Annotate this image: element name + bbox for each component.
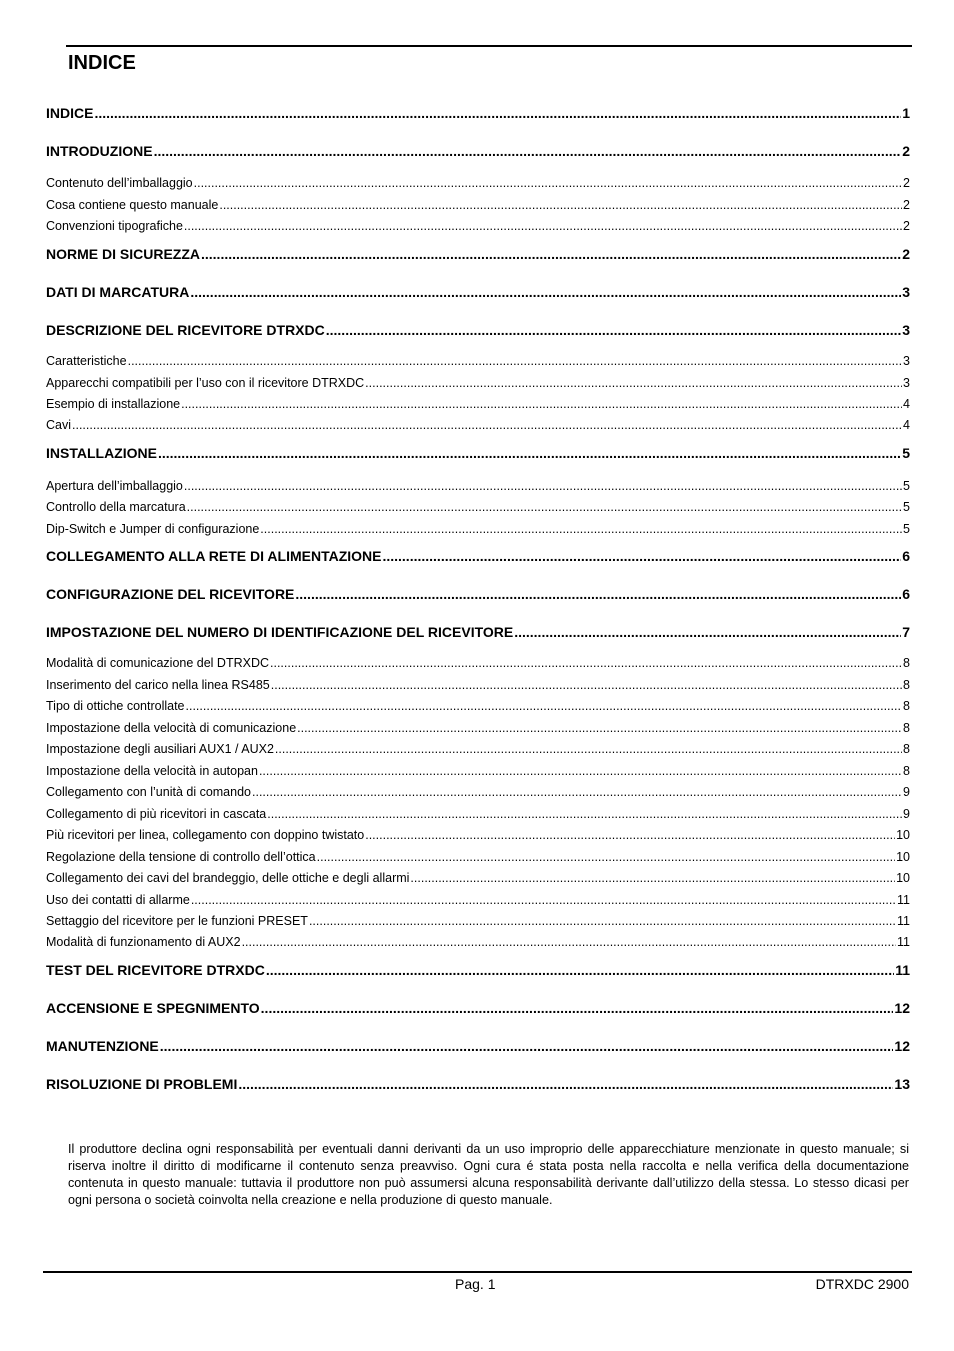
toc-entry-page: 2 (902, 143, 910, 159)
toc-section-entry[interactable] (46, 962, 910, 978)
toc-entry-label: TEST DEL RICEVITORE DTRXDC (46, 962, 265, 978)
toc-subsection-entry[interactable] (46, 893, 910, 907)
toc-entry-page: 7 (902, 624, 910, 640)
toc-entry-label: DATI DI MARCATURA (46, 284, 190, 300)
toc-subsection-entry[interactable] (46, 656, 910, 670)
toc-subsection-entry[interactable] (46, 479, 910, 493)
toc-section-entry[interactable] (46, 322, 910, 338)
toc-subsection-entry[interactable] (46, 742, 910, 756)
toc-entry-label: IMPOSTAZIONE DEL NUMERO DI IDENTIFICAZIONE DEL RICEVITORE (46, 624, 514, 640)
toc-entry-label: CONFIGURAZIONE DEL RICEVITORE (46, 586, 295, 602)
toc-leader-dots (242, 935, 896, 949)
toc-subsection-entry[interactable] (46, 699, 910, 713)
toc-section-entry[interactable] (46, 624, 910, 640)
toc-entry-label: Apertura dell’imballaggio (46, 479, 183, 493)
toc-subsection-entry[interactable] (46, 678, 910, 692)
disclaimer-text: Il produttore declina ogni responsabilità per eventuali danni derivanti da un uso improprio delle apparecchiature menzionate in questo manuale; si riserva inoltre il diritto di modificarne il contenuto senza preavviso. Ogni cura é stata posta nella raccolta e nella verifica della documentazione contenuta in questo manuale: tuttavia il produttore non può assumersi alcuna responsabilità derivante dall’utilizzo della stessa. Lo stesso dicasi per ogni persona o società coinvolta nella creazione e nella produzione di questo manuale. (68, 1142, 909, 1207)
toc-subsection-entry[interactable] (46, 176, 910, 190)
toc-leader-dots (261, 1000, 894, 1016)
header-rule (66, 45, 912, 47)
toc-entry-page: 12 (894, 1038, 910, 1054)
page-title: INDICE (68, 52, 136, 74)
toc-leader-dots (295, 586, 901, 602)
toc-entry-page: 8 (903, 699, 910, 713)
toc-subsection-entry[interactable] (46, 721, 910, 735)
toc-section-entry[interactable] (46, 1076, 910, 1092)
toc-entry-page: 10 (896, 850, 910, 864)
toc-subsection-entry[interactable] (46, 914, 910, 928)
toc-entry-page: 8 (903, 656, 910, 670)
toc-subsection-entry[interactable] (46, 871, 910, 885)
toc-leader-dots (187, 500, 902, 514)
toc-leader-dots (72, 418, 902, 432)
toc-entry-page: 6 (902, 586, 910, 602)
toc-entry-label: Collegamento di più ricevitori in cascata (46, 807, 267, 821)
toc-leader-dots (410, 871, 895, 885)
toc-leader-dots (259, 764, 902, 778)
toc-entry-label: Settaggio del ricevitore per le funzioni PRESET (46, 914, 308, 928)
toc-subsection-entry[interactable] (46, 764, 910, 778)
toc-entry-label: Apparecchi compatibili per l’uso con il ricevitore DTRXDC (46, 376, 365, 390)
toc-entry-label: Uso dei contatti di allarme (46, 893, 190, 907)
toc-leader-dots (94, 105, 901, 121)
toc-entry-page: 3 (902, 284, 910, 300)
toc-leader-dots (271, 678, 902, 692)
toc-section-entry[interactable] (46, 105, 910, 121)
toc-leader-dots (275, 742, 902, 756)
toc-entry-label: Controllo della marcatura (46, 500, 186, 514)
toc-leader-dots (326, 322, 901, 338)
toc-entry-label: Caratteristiche (46, 354, 127, 368)
toc-entry-page: 11 (897, 893, 910, 907)
toc-entry-page: 4 (903, 397, 910, 411)
toc-section-entry[interactable] (46, 143, 910, 159)
toc-leader-dots (365, 828, 895, 842)
toc-entry-page: 2 (902, 246, 910, 262)
toc-entry-page: 9 (903, 807, 910, 821)
toc-subsection-entry[interactable] (46, 828, 910, 842)
toc-entry-label: Tipo di ottiche controllate (46, 699, 185, 713)
footer-rule (43, 1271, 912, 1273)
toc-entry-page: 12 (894, 1000, 910, 1016)
toc-entry-page: 11 (897, 914, 910, 928)
toc-entry-label: Più ricevitori per linea, collegamento con doppino twistato (46, 828, 365, 842)
toc-leader-dots (191, 893, 896, 907)
toc-entry-page: 8 (903, 721, 910, 735)
toc-entry-label: Inserimento del carico nella linea RS485 (46, 678, 270, 692)
toc-section-entry[interactable] (46, 246, 910, 262)
toc-entry-label: Convenzioni tipografiche (46, 219, 183, 233)
toc-leader-dots (184, 219, 902, 233)
toc-leader-dots (270, 656, 902, 670)
toc-leader-dots (219, 198, 902, 212)
toc-entry-page: 1 (902, 105, 910, 121)
toc-entry-page: 5 (903, 522, 910, 536)
toc-leader-dots (184, 479, 902, 493)
toc-entry-label: Impostazione della velocità in autopan (46, 764, 258, 778)
toc-entry-label: INDICE (46, 105, 94, 121)
toc-leader-dots (514, 624, 901, 640)
toc-subsection-entry[interactable] (46, 354, 910, 368)
toc-entry-label: Impostazione della velocità di comunicazione (46, 721, 297, 735)
toc-section-entry[interactable] (46, 1000, 910, 1016)
toc-entry-page: 3 (902, 322, 910, 338)
footer-page-number: Pag. 1 (455, 1276, 496, 1292)
toc-subsection-entry[interactable] (46, 418, 910, 432)
toc-entry-page: 9 (903, 785, 910, 799)
toc-leader-dots (154, 143, 902, 159)
toc-entry-page: 11 (897, 935, 910, 949)
toc-leader-dots (201, 246, 901, 262)
toc-entry-page: 5 (903, 479, 910, 493)
toc-section-entry[interactable] (46, 445, 910, 461)
toc-entry-page: 11 (895, 962, 910, 978)
toc-entry-page: 2 (903, 219, 910, 233)
toc-entry-label: Cavi (46, 418, 72, 432)
toc-subsection-entry[interactable] (46, 807, 910, 821)
toc-entry-page: 6 (902, 548, 910, 564)
toc-section-entry[interactable] (46, 586, 910, 602)
toc-entry-label: ACCENSIONE E SPEGNIMENTO (46, 1000, 260, 1016)
toc-leader-dots (160, 1038, 894, 1054)
toc-leader-dots (309, 914, 896, 928)
toc-subsection-entry[interactable] (46, 850, 910, 864)
toc-leader-dots (382, 548, 901, 564)
toc-leader-dots (317, 850, 895, 864)
toc-entry-page: 10 (896, 871, 910, 885)
toc-leader-dots (238, 1076, 893, 1092)
toc-section-entry[interactable] (46, 1038, 910, 1054)
toc-entry-label: Regolazione della tensione di controllo dell’ottica (46, 850, 316, 864)
toc-leader-dots (365, 376, 902, 390)
toc-entry-page: 13 (894, 1076, 910, 1092)
toc-section-entry[interactable] (46, 548, 910, 564)
toc-leader-dots (266, 962, 894, 978)
toc-entry-label: Cosa contiene questo manuale (46, 198, 219, 212)
toc-entry-page: 3 (903, 376, 910, 390)
toc-entry-page: 8 (903, 678, 910, 692)
toc-entry-label: Esempio di installazione (46, 397, 181, 411)
toc-leader-dots (190, 284, 901, 300)
toc-leader-dots (128, 354, 902, 368)
toc-entry-page: 10 (896, 828, 910, 842)
toc-entry-label: Impostazione degli ausiliari AUX1 / AUX2 (46, 742, 274, 756)
toc-entry-label: DESCRIZIONE DEL RICEVITORE DTRXDC (46, 322, 325, 338)
toc-leader-dots (297, 721, 902, 735)
toc-entry-label: NORME DI SICUREZZA (46, 246, 200, 262)
toc-entry-label: Modalità di comunicazione del DTRXDC (46, 656, 270, 670)
toc-subsection-entry[interactable] (46, 935, 910, 949)
toc-entry-page: 8 (903, 742, 910, 756)
toc-entry-page: 8 (903, 764, 910, 778)
toc-entry-page: 2 (903, 176, 910, 190)
toc-leader-dots (181, 397, 902, 411)
toc-entry-page: 5 (902, 445, 910, 461)
toc-leader-dots (158, 445, 901, 461)
toc-entry-label: INTRODUZIONE (46, 143, 153, 159)
toc-entry-label: Collegamento con l’unità di comando (46, 785, 251, 799)
toc-entry-page: 4 (903, 418, 910, 432)
toc-entry-page: 5 (903, 500, 910, 514)
toc-entry-label: Modalità di funzionamento di AUX2 (46, 935, 241, 949)
toc-subsection-entry[interactable] (46, 397, 910, 411)
toc-entry-page: 2 (903, 198, 910, 212)
toc-subsection-entry[interactable] (46, 500, 910, 514)
toc-entry-label: Collegamento dei cavi del brandeggio, delle ottiche e degli allarmi (46, 871, 410, 885)
toc-entry-page: 3 (903, 354, 910, 368)
toc-leader-dots (194, 176, 902, 190)
toc-subsection-entry[interactable] (46, 785, 910, 799)
footer-model-name: DTRXDC 2900 (815, 1276, 909, 1292)
toc-entry-label: Contenuto dell’imballaggio (46, 176, 193, 190)
toc-entry-label: INSTALLAZIONE (46, 445, 157, 461)
toc-entry-label: Dip-Switch e Jumper di configurazione (46, 522, 260, 536)
toc-subsection-entry[interactable] (46, 522, 910, 536)
toc-entry-label: RISOLUZIONE DI PROBLEMI (46, 1076, 238, 1092)
toc-leader-dots (186, 699, 903, 713)
toc-subsection-entry[interactable] (46, 198, 910, 212)
toc-subsection-entry[interactable] (46, 219, 910, 233)
toc-leader-dots (260, 522, 902, 536)
toc-entry-label: MANUTENZIONE (46, 1038, 159, 1054)
toc-subsection-entry[interactable] (46, 376, 910, 390)
toc-entry-label: COLLEGAMENTO ALLA RETE DI ALIMENTAZIONE (46, 548, 382, 564)
toc-section-entry[interactable] (46, 284, 910, 300)
toc-leader-dots (267, 807, 902, 821)
toc-leader-dots (252, 785, 902, 799)
